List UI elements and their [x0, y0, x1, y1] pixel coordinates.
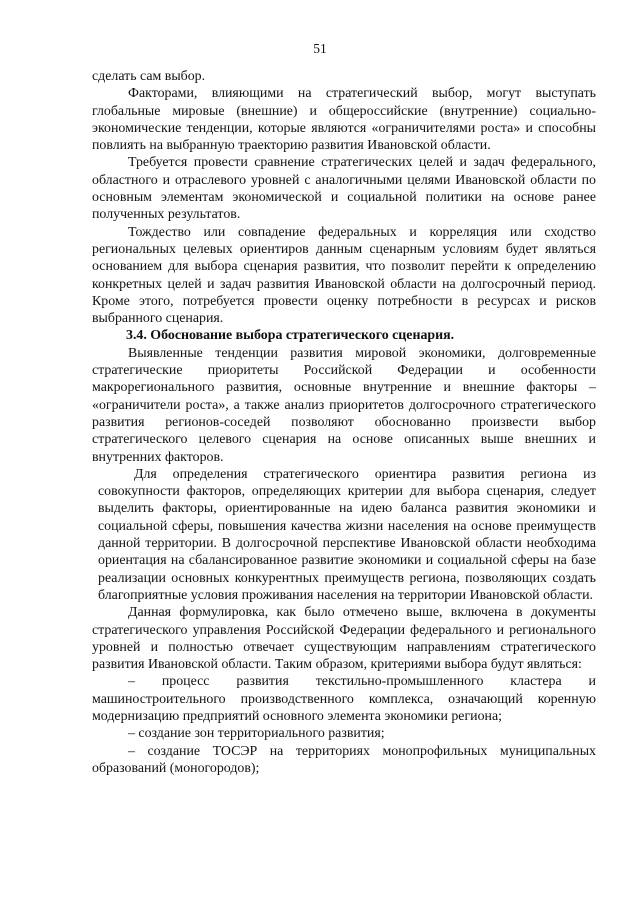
criteria-item-tosed: – создание ТОСЭР на территориях монопрофильных муниципальных образований (моногородов);: [92, 743, 596, 776]
paragraph-formulation: Данная формулировка, как было отмечено выше, включена в документы стратегического управления Российской Федерации федерального и регионального уровней и полностью отвечает существующим направлениям стратегического развития Ивановской области. Таким образом, критериями выбора будут являться:: [92, 605, 596, 673]
paragraph-trends: Выявленные тенденции развития мировой экономики, долговременные стратегические приоритеты Российской Федерации и особенности макрорегионального развития, основные внутренние и внешние факторы – «ограничители роста», а также анализ приоритетов долгосрочного стратегического развития регионов-соседей позволяют обоснованно произвести выбор стратегического целевого сценария на основе описанных выше внешних и внутренних факторов.: [92, 345, 596, 465]
paragraph-continuation: сделать сам выбор.: [92, 69, 206, 84]
criteria-item-zones: – создание зон территориального развития;: [128, 726, 385, 742]
section-heading: 3.4. Обоснование выбора стратегического сценария.: [126, 328, 455, 344]
paragraph-factors: Факторами, влияющими на стратегический выбор, могут выступать глобальные мировые (внешние) и общероссийские (внутренние) социально-экономические тенденции, которые являются «ограничителями роста» и способны повлиять на выбранную траекторию развития Ивановской области.: [92, 86, 596, 154]
page-number: 51: [313, 41, 327, 56]
paragraph-strategic-orientation: Для определения стратегического ориентира развития региона из совокупности факторов, определяющих критерии для выбора сценария, следует выделить факторы, ориентированные на идею баланса развития экономики и социальной сферы, повышения качества жизни населения на основе преимуществ данной территории. В долгосрочной перспективе Ивановской области необходима ориентация на сбалансированное развитие экономики и социальной сферы на базе реализации основных конкурентных преимуществ региона, позволяющих создать благоприятные условия проживания населения на территории Ивановской области.: [98, 466, 596, 603]
document-body: [92, 68, 596, 777]
paragraph-comparison: Требуется провести сравнение стратегических целей и задач федерального, областного и отраслевого уровней с аналогичными целями Ивановской области по основным элементам экономической и социальной политики на основе ранее полученных результатов.: [92, 155, 596, 223]
paragraph-identity: Тождество или совпадение федеральных и корреляция или сходство региональных целевых ориентиров данным сценарным условиям будет являться основанием для выбора сценария развития, что позволит перейти к определению конкретных целей и задач развития Ивановской области на долгосрочный период. Кроме этого, потребуется провести оценку потребности в ресурсах и рисков выбранного сценария.: [92, 224, 596, 327]
criteria-item-cluster: – процесс развития текстильно-промышленного кластера и машиностроительного производственного комплекса, означающий коренную модернизацию предприятий основного элемента экономики региона;: [92, 674, 596, 724]
